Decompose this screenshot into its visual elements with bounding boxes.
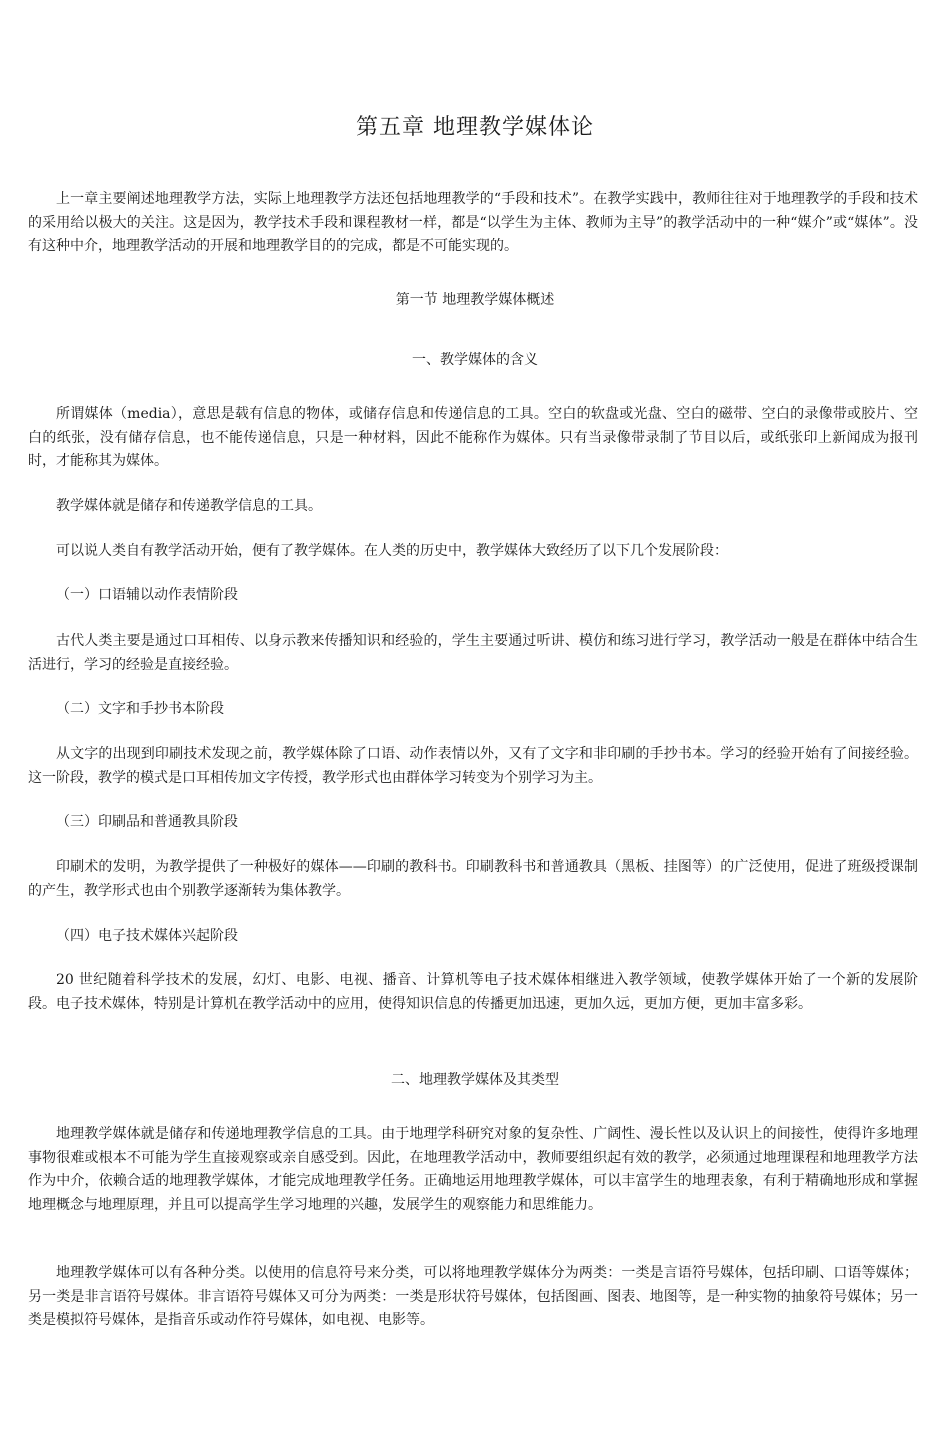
stage-heading-4: （四）电子技术媒体兴起阶段	[56, 928, 238, 944]
stage-heading-1: （一）口语辅以动作表情阶段	[56, 587, 238, 603]
stage-heading-2: （二）文字和手抄书本阶段	[56, 701, 224, 717]
subsection-heading-types: 二、地理教学媒体及其类型	[391, 1072, 559, 1088]
section-heading: 第一节 地理教学媒体概述	[395, 292, 555, 308]
paragraph-history-intro: 可以说人类自有教学活动开始，便有了教学媒体。在人类的历史中，教学媒体大致经历了以下几个发展阶段：	[56, 543, 728, 559]
stage-paragraph-2: 从文字的出现到印刷技术发现之前，教学媒体除了口语、动作表情以外，又有了文字和非印刷的手抄书本。学习的经验开始有了间接经验。这一阶段，教学的模式是口耳相传加文字传授，教学形式也由群体学习转变为个别学习为主。	[28, 746, 918, 786]
subsection-heading-meaning: 一、教学媒体的含义	[412, 352, 538, 368]
stage-paragraph-3: 印刷术的发明，为教学提供了一种极好的媒体——印刷的教科书。印刷教科书和普通教具（黑板、挂图等）的广泛使用，促进了班级授课制的产生，教学形式也由个别教学逐渐转为集体教学。	[28, 859, 918, 899]
stage-paragraph-4: 20 世纪随着科学技术的发展，幻灯、电影、电视、播音、计算机等电子技术媒体相继进入教学领域，使教学媒体开始了一个新的发展阶段。电子技术媒体，特别是计算机在教学活动中的应用，使得知识信息的传播更加迅速，更加久远，更加方便，更加丰富多彩。	[28, 972, 918, 1012]
paragraph-geo-media-classification: 地理教学媒体可以有各种分类。以使用的信息符号来分类，可以将地理教学媒体分为两类：一类是言语符号媒体，包括印刷、口语等媒体；另一类是非言语符号媒体。非言语符号媒体又可分为两类：一类是形状符号媒体，包括图画、图表、地图等，是一种实物的抽象符号媒体；另一类是模拟符号媒体，是指音乐或动作符号媒体，如电视、电影等。	[28, 1265, 918, 1328]
paragraph-media-definition: 所谓媒体（media），意思是载有信息的物体，或储存信息和传递信息的工具。空白的软盘或光盘、空白的磁带、空白的录像带或胶片、空白的纸张，没有储存信息，也不能传递信息，只是一种材料，因此不能称作为媒体。只有当录像带录制了节目以后，或纸张印上新闻成为报刊时，才能称其为媒体。	[28, 406, 918, 469]
paragraph-teaching-media-definition: 教学媒体就是储存和传递教学信息的工具。	[56, 498, 322, 514]
intro-paragraph: 上一章主要阐述地理教学方法，实际上地理教学方法还包括地理教学的“手段和技术”。在教学实践中，教师往往对于地理教学的手段和技术的采用给以极大的关注。这是因为，教学技术手段和课程教材一样，都是“以学生为主体、教师为主导”的教学活动中的一种“媒介”或“媒体”。没有这种中介，地理教学活动的开展和地理教学目的的完成，都是不可能实现的。	[28, 191, 918, 254]
stage-heading-3: （三）印刷品和普通教具阶段	[56, 814, 238, 830]
stage-paragraph-1: 古代人类主要是通过口耳相传、以身示教来传播知识和经验的，学生主要通过听讲、模仿和练习进行学习，教学活动一般是在群体中结合生活进行，学习的经验是直接经验。	[28, 633, 918, 673]
paragraph-geo-media: 地理教学媒体就是储存和传递地理教学信息的工具。由于地理学科研究对象的复杂性、广阔性、漫长性以及认识上的间接性，使得许多地理事物很难或根本不可能为学生直接观察或亲自感受到。因此，在地理教学活动中，教师要组织起有效的教学，必须通过地理课程和地理教学方法作为中介，依赖合适的地理教学媒体，才能完成地理教学任务。正确地运用地理教学媒体，可以丰富学生的地理表象，有利于精确地形成和掌握地理概念与地理原理，并且可以提高学生学习地理的兴趣，发展学生的观察能力和思维能力。	[28, 1126, 918, 1213]
chapter-title: 第五章 地理教学媒体论	[356, 115, 594, 140]
